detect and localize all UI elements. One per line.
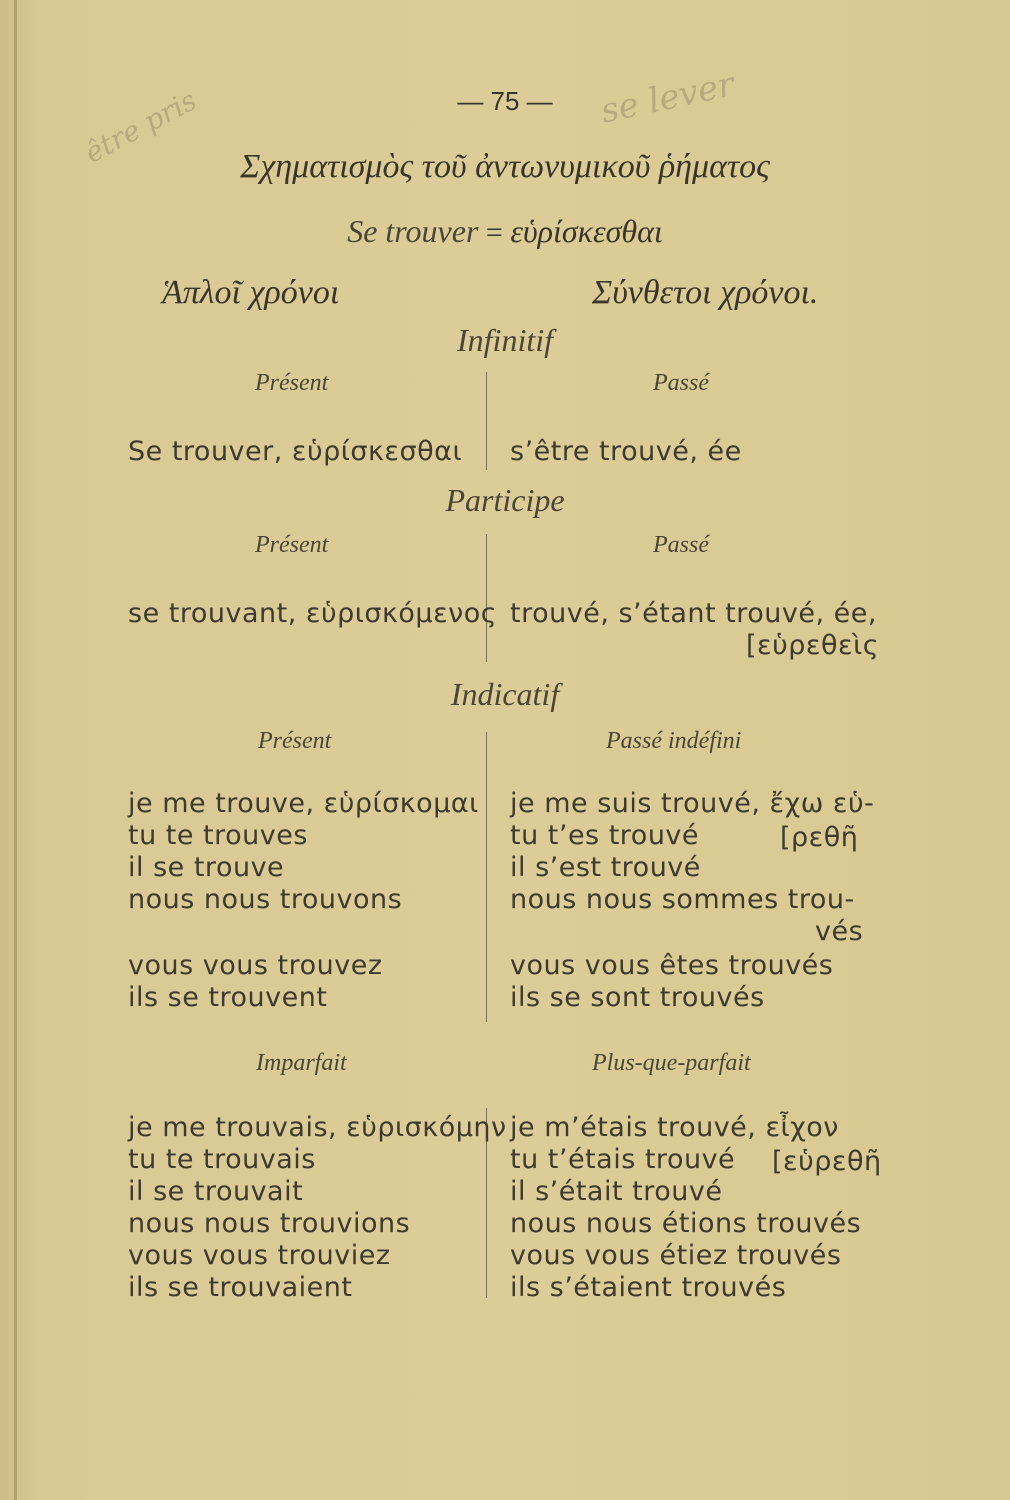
tense-label-infinitif-passe: Passé [653,370,709,396]
text-line: il s’est trouvé [510,852,701,883]
text-line: il se trouvait [128,1176,304,1207]
tense-label-infinitif-present: Présent [255,370,329,396]
text-line: tu te trouvais [128,1144,316,1175]
column-header-simple: Ἁπλοῖ χρόνοι [162,274,340,311]
tense-label-participe-passe: Passé [653,532,709,558]
text-line: vous vous trouvez [128,950,383,981]
section-title-infinitif: Infinitif [457,322,553,358]
text-line: nous nous trouvons [128,884,403,915]
page-number: — 75 — [457,86,553,116]
tense-label-participe-present: Présent [255,532,329,558]
pencil-note-left: être pris [79,83,202,170]
text-line: nous nous étions trouvés [510,1208,862,1239]
subtitle-greek: εὑρίσκεσθαι [510,213,663,249]
text-line: [εὑρεθῆ [772,1146,882,1177]
text-line: je me suis trouvé, ἔχω εὑ- [510,788,875,819]
column-divider [486,372,487,470]
text-line: ils se trouvent [128,982,328,1013]
text-line: trouvé, s’étant trouvé, ée, [510,598,877,629]
text-line: s’être trouvé, ée [510,436,742,467]
subtitle [0,212,1010,251]
text-line: [εὑρεθεὶς [746,630,880,661]
column-divider [486,732,487,1022]
tense-label-imparfait: Imparfait [256,1050,347,1076]
text-line: je m’étais trouvé, εἶχον [510,1112,839,1143]
text-line: nous nous trouvions [128,1208,411,1239]
text-line: tu t’étais trouvé [510,1144,736,1175]
text-line: ils s’étaient trouvés [510,1272,787,1303]
text-line: se trouvant, εὑρισκόμενος [128,598,498,629]
text-line: vés [815,916,864,947]
text-line: Se trouver, εὑρίσκεσθαι [128,436,463,467]
text-line: ils se sont trouvés [510,982,765,1013]
tense-label-indicatif-present: Présent [258,728,332,754]
subtitle-equals: = [478,216,511,249]
text-line: tu t’es trouvé [510,820,700,851]
text-line: ils se trouvaient [128,1272,353,1303]
text-line: [ρεθῆ [780,822,859,853]
subtitle-french: Se trouver [347,213,479,249]
text-line: nous nous sommes trou- [510,884,855,915]
column-header-compound: Σύνθετοι χρόνοι. [592,274,819,311]
page-title: Σχηματισμὸς τοῦ ἀντωνυμικοῦ ῥήματος [240,148,770,185]
text-line: vous vous trouviez [128,1240,391,1271]
text-line: il s’était trouvé [510,1176,723,1207]
text-line: tu te trouves [128,820,308,851]
text-line: je me trouve, εὑρίσκομαι [128,788,479,819]
text-line: je me trouvais, εὑρισκόμην [128,1112,507,1143]
text-line: il se trouve [128,852,285,883]
text-line: vous vous êtes trouvés [510,950,834,981]
pencil-note-right: se lever [597,64,738,132]
tense-label-plus-que-parfait: Plus-que-parfait [592,1050,751,1076]
tense-label-indicatif-passe-indefini: Passé indéfini [606,728,742,754]
section-title-participe: Participe [445,482,565,518]
text-line: vous vous étiez trouvés [510,1240,842,1271]
section-title-indicatif: Indicatif [450,676,560,712]
